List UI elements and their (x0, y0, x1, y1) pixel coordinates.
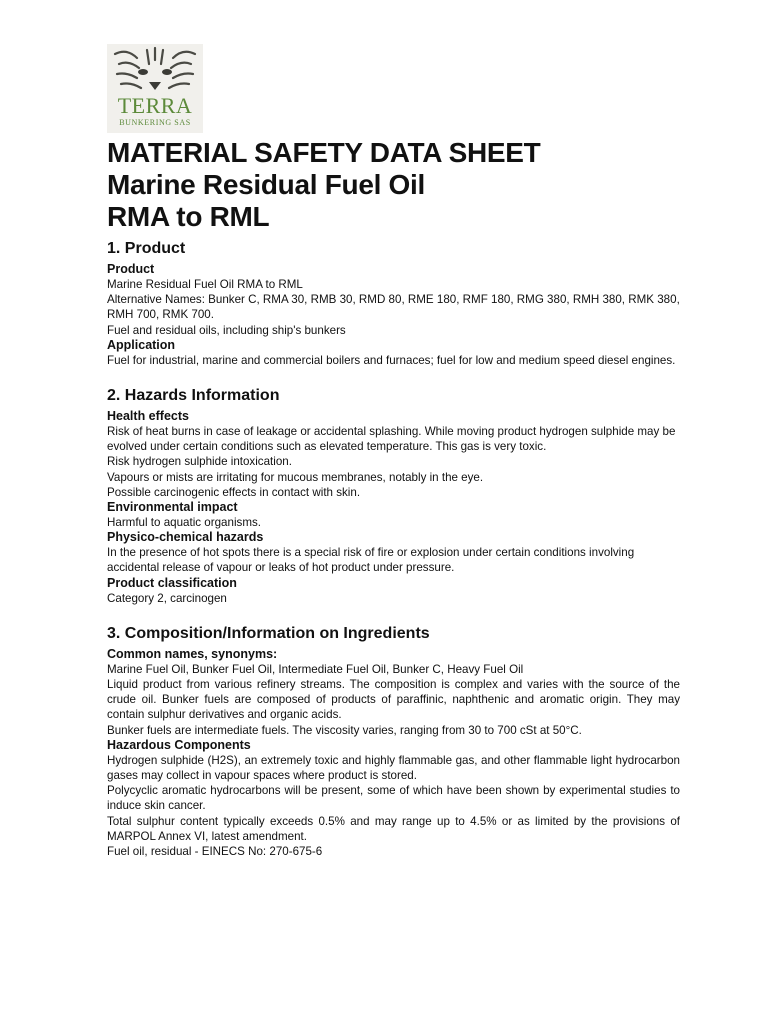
paragraph: Marine Fuel Oil, Bunker Fuel Oil, Intermediate Fuel Oil, Bunker C, Heavy Fuel Oil (107, 662, 524, 676)
tiger-face-icon (107, 44, 203, 96)
paragraph: Category 2, carcinogen (107, 591, 227, 605)
paragraph: Fuel for industrial, marine and commercial boilers and furnaces; fuel for low and medium speed diesel engines. (107, 353, 676, 367)
title-line-3: RMA to RML (107, 201, 270, 232)
title-line-2: Marine Residual Fuel Oil (107, 169, 425, 200)
paragraph: Harmful to aquatic organisms. (107, 516, 262, 530)
paragraph: Hydrogen sulphide (H2S), an extremely toxic and highly flammable gas, and other flammable light hydrocarbon gases may collect in vapour spaces where product is stored. (107, 753, 680, 783)
application-heading: Application (107, 337, 176, 352)
paragraph: Possible carcinogenic effects in contact with skin. (107, 485, 361, 499)
product-classification-heading: Product classification (107, 575, 237, 590)
paragraph: Fuel oil, residual - EINECS No: 270-675-6 (107, 845, 323, 859)
paragraph: Vapours or mists are irritating for mucous membranes, notably in the eye. (107, 470, 484, 484)
hazardous-components-heading: Hazardous Components (107, 737, 251, 752)
paragraph: Polycyclic aromatic hydrocarbons will be present, some of which have been shown by experimental studies to induce skin cancer. (107, 784, 680, 813)
terra-bunkering-logo (107, 44, 203, 133)
paragraph: Bunker fuels are intermediate fuels. The viscosity varies, ranging from 30 to 700 cSt at 50°C. (107, 723, 582, 737)
paragraph: Alternative Names: Bunker C, RMA 30, RMB 30, RMD 80, RME 180, RMF 180, RMG 380, RMH 380, RMK 380, RMH 700, RMK 700. (107, 293, 680, 322)
section-1-heading: 1. Product (107, 240, 186, 257)
document-page (107, 44, 680, 859)
title-line-1: MATERIAL SAFETY DATA SHEET (107, 137, 541, 168)
product-heading: Product (107, 262, 155, 276)
physico-chemical-heading: Physico-chemical hazards (107, 530, 264, 545)
logo-name: TERRA (117, 93, 193, 118)
paragraph: Fuel and residual oils, including ship's bunkers (107, 323, 346, 337)
paragraph: Risk of heat burns in case of leakage or accidental splashing. While moving product hydrogen sulphide may be evolved under certain conditions such as elevated temperature. This gas is very toxic. (107, 425, 676, 454)
environmental-impact-heading: Environmental impact (107, 500, 238, 515)
common-names-heading: Common names, synonyms: (107, 646, 278, 661)
paragraph: Risk hydrogen sulphide intoxication. (107, 455, 292, 469)
logo-subtitle: BUNKERING SAS (119, 118, 191, 127)
document-title (107, 137, 680, 233)
health-effects-heading: Health effects (107, 409, 189, 424)
paragraph: In the presence of hot spots there is a special risk of fire or explosion under certain conditions involving accidental release of vapour or leaks of hot product under pressure. (107, 546, 635, 575)
paragraph: Total sulphur content typically exceeds 0.5% and may range up to 4.5% or as limited by the provisions of MARPOL Annex VI, latest amendment. (107, 814, 680, 843)
paragraph: Liquid product from various refinery streams. The composition is complex and varies with the source of the crude oil. Bunker fuels are composed of products of paraffinic, naphthenic and aromatic origin. They may contain sulphur derivatives and organic acids. (107, 678, 680, 722)
section-2-heading: 2. Hazards Information (107, 387, 280, 405)
section-3-heading: 3. Composition/Information on Ingredients (107, 624, 430, 642)
paragraph: Marine Residual Fuel Oil RMA to RML (107, 278, 303, 291)
